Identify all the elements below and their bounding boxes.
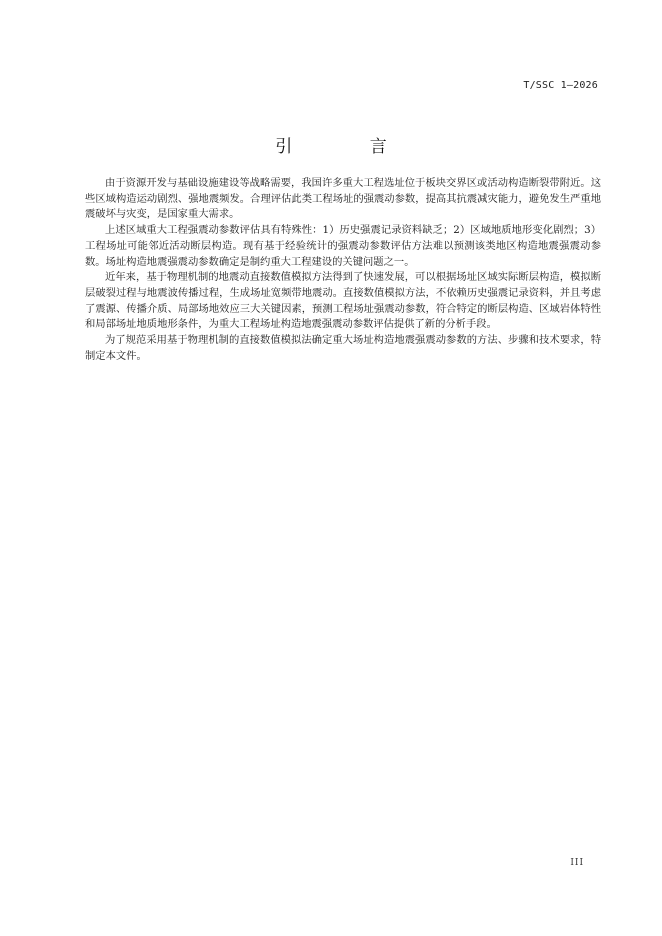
introduction-body [85, 176, 601, 364]
page-title: 引 言 [275, 137, 423, 157]
standard-code: T/SSC 1—2026 [523, 80, 598, 91]
paragraph-1: 由于资源开发与基础设施建设等战略需要，我国许多重大工程选址位于板块交界区或活动构造断裂带附近。这些区域构造运动剧烈、强地震频发。合理评估此类工程场址的强震动参数，提高其抗震减灾能力，避免发生严重地震破坏与灾变，是国家重大需求。 [85, 177, 601, 221]
paragraph-4: 为了规范采用基于物理机制的直接数值模拟法确定重大场址构造地震强震动参数的方法、步骤和技术要求，特制定本文件。 [85, 334, 601, 362]
page-number: III [570, 858, 584, 868]
paragraph-3: 近年来，基于物理机制的地震动直接数值模拟方法得到了快速发展，可以根据场址区域实际断层构造，模拟断层破裂过程与地震波传播过程，生成场址宽频带地震动。直接数值模拟方法，不依赖历史强震记录资料，并且考虑了震源、传播介质、局部场地效应三大关键因素，预测工程场址强震动参数，符合特定的断层构造、区域岩体特性和局部场址地质地形条件，为重大工程场址构造地震强震动参数评估提供了新的分析手段。 [85, 271, 601, 331]
paragraph-2: 上述区域重大工程强震动参数评估具有特殊性：1）历史强震记录资料缺乏；2）区域地质地形变化剧烈；3）工程场址可能邻近活动断层构造。现有基于经验统计的强震动参数评估方法难以预测该类地区构造地震强震动参数。场址构造地震强震动参数确定是制约重大工程建设的关键问题之一。 [85, 224, 601, 268]
